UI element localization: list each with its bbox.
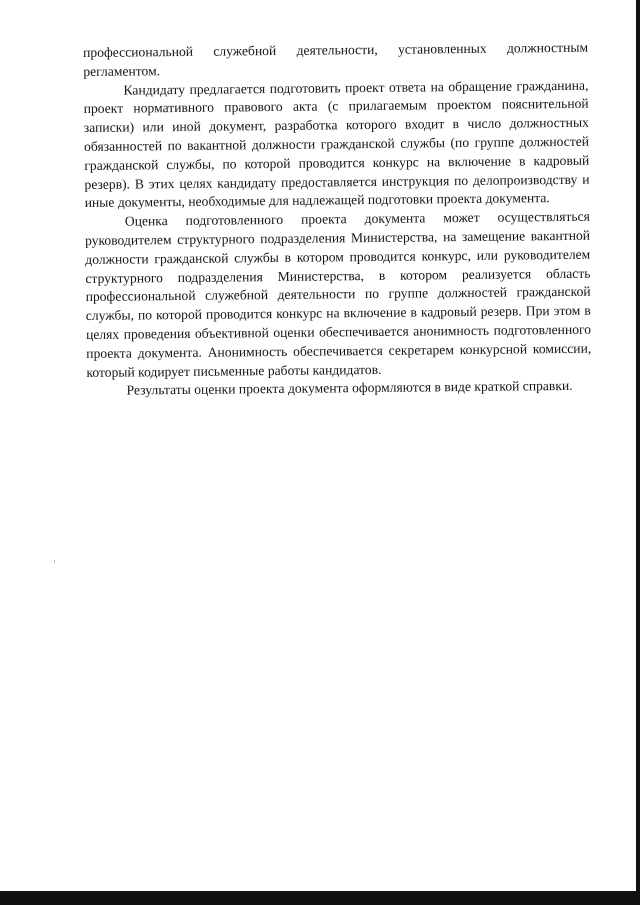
paragraph-evaluation: Оценка подготовленного проекта документа может осуществляться руководителем структурного подразделения Министерства, на замещение вакантной должности гражданской службы в котором проводится конкурс, или руководителем структурного подразделения Министерства, в котором реализуется область профессиональной служебной деятельности по группе должностей гражданской службы, по которой проводится конкурс на включение в кадровый резерв. При этом в целях проведения объективной оценки обеспечивается анонимность подготовленного проекта документа. Анонимность обеспечивается секретарем конкурсной комиссии, который кодирует письменные работы кандидатов. — [84, 208, 592, 380]
document-body — [83, 39, 592, 401]
scan-speck — [54, 560, 55, 563]
scan-border-right — [636, 0, 640, 905]
paragraph-candidate-task: Кандидату предлагается подготовить проект ответа на обращение гражданина, проект нормативного правового акта (с прилагаемым проектом пояснительной записки) или иной документ, разработка которого входит в число должностных обязанностей по вакантной должности гражданской службы (по группе должностей гражданской службы, по которой проводится конкурс на включение в кадровый резерв). В этих целях кандидату предоставляется инструкция по делопроизводству и иные документы, необходимые для надлежащей подготовки проекта документа. — [83, 77, 590, 211]
scan-border-bottom — [0, 891, 640, 905]
paragraph-continuation: профессиональной служебной деятельности, установленных должностным регламентом. — [83, 39, 589, 79]
paragraph-results: Результаты оценки проекта документа оформляются в виде краткой справки. — [126, 378, 573, 398]
